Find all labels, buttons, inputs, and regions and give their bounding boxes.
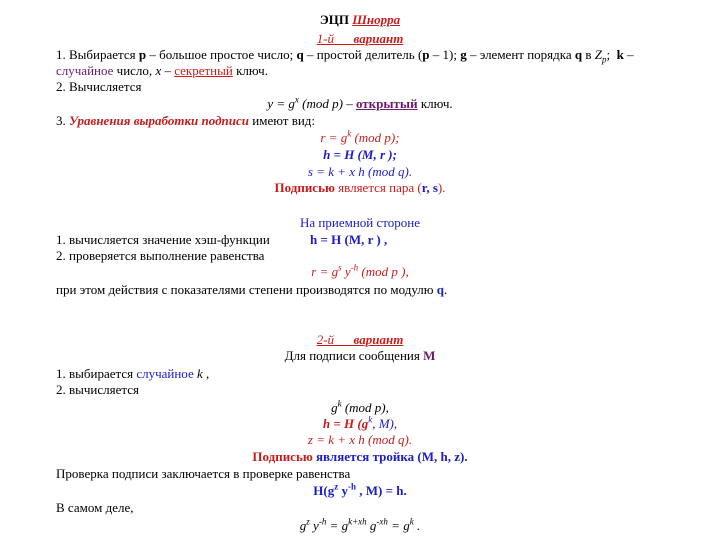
v1-signature: Подписью является пара (r, s). — [274, 180, 446, 195]
v1-note: при этом действия с показателями степени производятся по модулю q. — [56, 282, 448, 297]
v1-eq-h: h = H (M, r ); — [323, 147, 397, 162]
v2-verify-eq: $H(g^z$ $y^{-h}$ , M) = h. — [313, 481, 407, 498]
receiving-side-heading: На приемной стороне — [300, 215, 420, 230]
variant1-heading: 1-й вариант — [316, 31, 404, 46]
v2-step1: 1. выбирается случайное k , — [56, 366, 210, 381]
v2-indeed: В самом деле, — [56, 500, 134, 515]
v1-eq-r: $r = g^k$ (mod p); — [320, 128, 400, 145]
v2-eq-h: h = H ($g^k$, M), — [322, 414, 398, 431]
v1-recv-step1: 1. вычисляется значение хэш-функции — [56, 232, 270, 247]
v1-public-key-eq: $y = g^x$ (mod p) – открытый ключ. — [267, 94, 453, 111]
v1-step2: 2. Вычисляется — [56, 79, 142, 94]
variant2-heading: 2-й вариант — [316, 332, 404, 347]
v2-step2: 2. вычисляется — [56, 382, 139, 397]
v2-check: Проверка подписи заключается в проверке равенства — [56, 466, 351, 481]
secret-word: секретный — [174, 63, 233, 78]
v1-verify-eq: $r = g^s$ $y^{-h}$ (mod p ), — [311, 262, 409, 279]
v2-proof-eq: $g^z$ $y^{-h} = g^{k+xh}$ $g^{-xh} = g^k$ . — [299, 516, 421, 533]
v1-step1-cont: случайное число, x – секретный ключ. — [56, 63, 268, 78]
v2-signature: Подписью является тройка (M, h, z). — [252, 449, 468, 464]
v1-recv-step2: 2. проверяется выполнение равенства — [56, 248, 265, 263]
v2-eq-gk: $g^k$ (mod p), — [331, 398, 389, 415]
v1-step1: 1. Выбирается p – большое простое число; q – простой делитель (p – 1); g – элемент порядка q в $Z_p$; k – — [56, 47, 634, 65]
v2-eq-z: z = k + x h (mod q). — [307, 432, 413, 447]
v1-step3: 3. Уравнения выработки подписи имеют вид: — [56, 113, 316, 128]
v1-eq-s: s = k + x h (mod q). — [307, 164, 413, 179]
page-title: ЭЦП Шнорра — [319, 12, 401, 27]
v2-subheading: Для подписи сообщения M — [284, 348, 436, 363]
title-name: Шнорра — [352, 12, 401, 27]
v1-recv-hash-eq: h = H (M, r ) , — [310, 232, 388, 247]
